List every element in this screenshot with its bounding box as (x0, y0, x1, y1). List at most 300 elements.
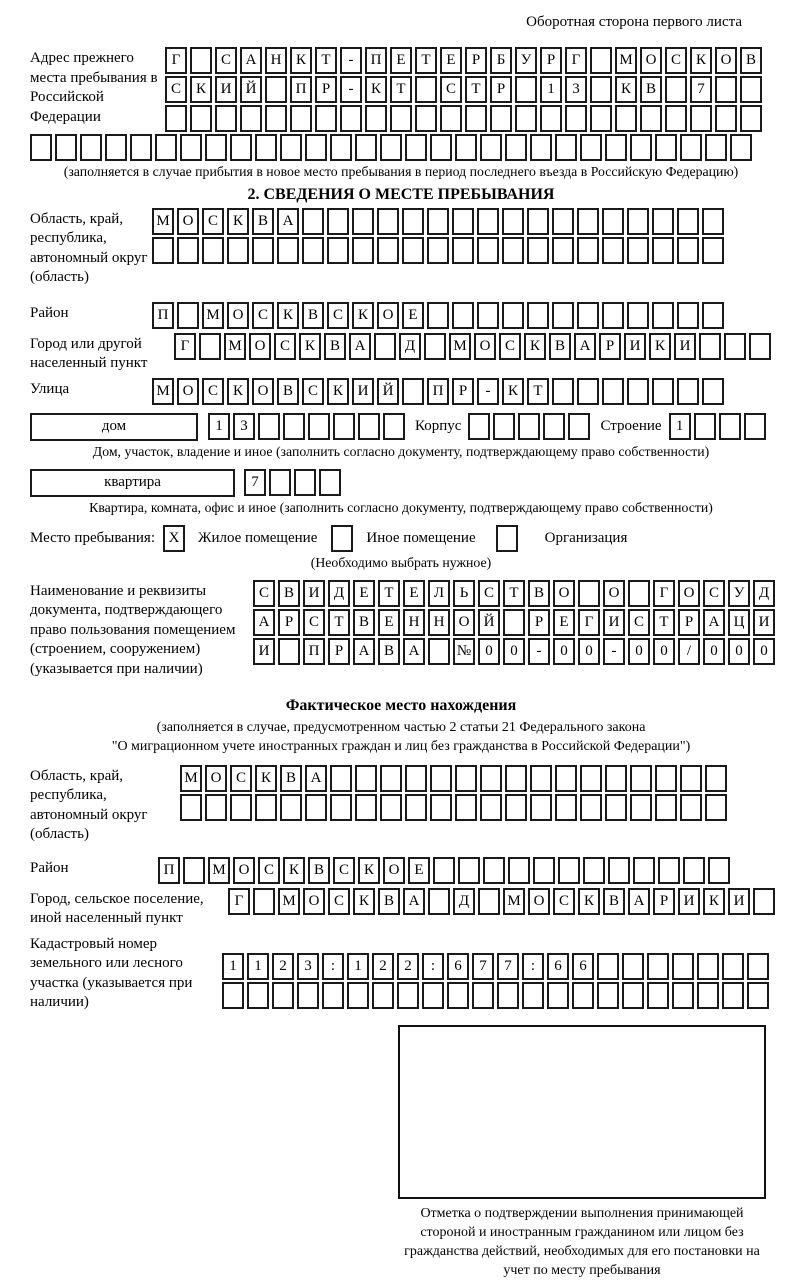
char-cell[interactable] (340, 105, 362, 132)
char-cell[interactable]: Д (453, 888, 475, 915)
char-cell[interactable]: Д (399, 333, 421, 360)
char-cell[interactable]: Т (465, 76, 487, 103)
char-cell[interactable]: О (252, 378, 274, 405)
char-cell[interactable] (515, 105, 537, 132)
char-cell[interactable] (255, 134, 277, 161)
char-cell[interactable] (365, 105, 387, 132)
char-cell[interactable] (502, 237, 524, 264)
char-cell[interactable]: С (333, 857, 355, 884)
char-cell[interactable]: 3 (565, 76, 587, 103)
char-cell[interactable] (652, 237, 674, 264)
char-cell[interactable] (627, 378, 649, 405)
char-cell[interactable]: П (158, 857, 180, 884)
char-cell[interactable] (558, 857, 580, 884)
char-cell[interactable]: М (202, 302, 224, 329)
char-cell[interactable]: 0 (653, 638, 675, 665)
char-cell[interactable]: П (303, 638, 325, 665)
char-cell[interactable]: И (303, 580, 325, 607)
char-cell[interactable] (724, 333, 746, 360)
char-cell[interactable] (315, 105, 337, 132)
char-cell[interactable] (647, 953, 669, 980)
char-cell[interactable] (180, 134, 202, 161)
char-cell[interactable] (322, 982, 344, 1009)
char-cell[interactable]: - (340, 47, 362, 74)
char-cell[interactable]: М (224, 333, 246, 360)
char-cell[interactable] (543, 413, 565, 440)
char-cell[interactable] (199, 333, 221, 360)
char-cell[interactable] (205, 794, 227, 821)
char-cell[interactable] (372, 982, 394, 1009)
char-cell[interactable] (352, 237, 374, 264)
char-cell[interactable] (652, 302, 674, 329)
char-cell[interactable]: К (358, 857, 380, 884)
char-cell[interactable] (427, 237, 449, 264)
char-cell[interactable] (527, 302, 549, 329)
char-cell[interactable] (480, 134, 502, 161)
char-cell[interactable] (455, 765, 477, 792)
char-cell[interactable] (55, 134, 77, 161)
char-cell[interactable] (440, 105, 462, 132)
char-cell[interactable]: О (474, 333, 496, 360)
char-cell[interactable]: О (453, 609, 475, 636)
char-cell[interactable] (330, 765, 352, 792)
char-cell[interactable] (415, 105, 437, 132)
char-cell[interactable] (278, 638, 300, 665)
char-cell[interactable]: М (180, 765, 202, 792)
char-cell[interactable]: Е (390, 47, 412, 74)
char-cell[interactable] (705, 134, 727, 161)
char-cell[interactable]: С (202, 378, 224, 405)
char-cell[interactable] (708, 857, 730, 884)
char-cell[interactable] (452, 208, 474, 235)
char-cell[interactable]: О (227, 302, 249, 329)
char-cell[interactable]: О (528, 888, 550, 915)
char-cell[interactable] (327, 208, 349, 235)
char-cell[interactable] (503, 609, 525, 636)
char-cell[interactable]: 2 (397, 953, 419, 980)
char-cell[interactable]: В (278, 580, 300, 607)
char-cell[interactable] (602, 208, 624, 235)
char-cell[interactable] (630, 134, 652, 161)
char-cell[interactable]: И (624, 333, 646, 360)
char-cell[interactable] (640, 105, 662, 132)
char-cell[interactable]: О (177, 208, 199, 235)
char-cell[interactable]: : (422, 953, 444, 980)
char-cell[interactable] (330, 134, 352, 161)
char-cell[interactable] (455, 134, 477, 161)
char-cell[interactable] (522, 982, 544, 1009)
char-cell[interactable]: В (640, 76, 662, 103)
char-cell[interactable] (427, 208, 449, 235)
char-cell[interactable]: Ц (728, 609, 750, 636)
char-cell[interactable]: Г (228, 888, 250, 915)
char-cell[interactable]: И (352, 378, 374, 405)
char-cell[interactable] (428, 638, 450, 665)
char-cell[interactable] (655, 794, 677, 821)
char-cell[interactable] (722, 982, 744, 1009)
char-cell[interactable]: О (233, 857, 255, 884)
char-cell[interactable] (405, 134, 427, 161)
char-cell[interactable]: О (553, 580, 575, 607)
char-cell[interactable] (415, 76, 437, 103)
char-cell[interactable] (705, 765, 727, 792)
char-cell[interactable] (333, 413, 355, 440)
char-cell[interactable] (677, 237, 699, 264)
char-cell[interactable]: К (690, 47, 712, 74)
char-cell[interactable] (377, 208, 399, 235)
char-cell[interactable] (680, 765, 702, 792)
char-cell[interactable]: В (740, 47, 762, 74)
char-cell[interactable] (565, 105, 587, 132)
char-cell[interactable] (427, 302, 449, 329)
char-cell[interactable]: 6 (447, 953, 469, 980)
char-cell[interactable] (502, 208, 524, 235)
char-cell[interactable]: К (327, 378, 349, 405)
char-cell[interactable] (665, 76, 687, 103)
char-cell[interactable] (497, 982, 519, 1009)
char-cell[interactable] (730, 134, 752, 161)
char-cell[interactable] (294, 469, 316, 496)
char-cell[interactable]: 0 (478, 638, 500, 665)
char-cell[interactable]: А (277, 208, 299, 235)
char-cell[interactable] (272, 982, 294, 1009)
char-cell[interactable]: - (603, 638, 625, 665)
char-cell[interactable]: 7 (472, 953, 494, 980)
char-cell[interactable] (355, 765, 377, 792)
char-cell[interactable]: М (449, 333, 471, 360)
char-cell[interactable] (702, 208, 724, 235)
char-cell[interactable] (530, 134, 552, 161)
char-cell[interactable] (702, 302, 724, 329)
char-cell[interactable]: Р (540, 47, 562, 74)
char-cell[interactable] (397, 982, 419, 1009)
char-cell[interactable] (305, 134, 327, 161)
char-cell[interactable] (205, 134, 227, 161)
char-cell[interactable]: 0 (553, 638, 575, 665)
char-cell[interactable] (694, 413, 716, 440)
char-cell[interactable]: А (703, 609, 725, 636)
char-cell[interactable] (590, 76, 612, 103)
char-cell[interactable] (602, 378, 624, 405)
char-cell[interactable]: О (603, 580, 625, 607)
char-cell[interactable] (577, 378, 599, 405)
char-cell[interactable] (515, 76, 537, 103)
char-cell[interactable] (583, 857, 605, 884)
char-cell[interactable]: О (640, 47, 662, 74)
char-cell[interactable] (152, 237, 174, 264)
char-cell[interactable]: Р (278, 609, 300, 636)
char-cell[interactable] (605, 134, 627, 161)
char-cell[interactable] (377, 237, 399, 264)
house-type-box[interactable]: дом (30, 413, 198, 441)
char-cell[interactable]: Г (578, 609, 600, 636)
char-cell[interactable]: 1 (540, 76, 562, 103)
char-cell[interactable]: 0 (628, 638, 650, 665)
char-cell[interactable]: С (553, 888, 575, 915)
char-cell[interactable]: 7 (244, 469, 266, 496)
char-cell[interactable]: 0 (728, 638, 750, 665)
char-cell[interactable]: Й (377, 378, 399, 405)
char-cell[interactable]: 1 (669, 413, 691, 440)
char-cell[interactable] (555, 794, 577, 821)
char-cell[interactable]: С (253, 580, 275, 607)
char-cell[interactable]: 0 (503, 638, 525, 665)
char-cell[interactable]: 3 (297, 953, 319, 980)
char-cell[interactable]: Е (553, 609, 575, 636)
char-cell[interactable] (658, 857, 680, 884)
char-cell[interactable] (527, 208, 549, 235)
char-cell[interactable] (383, 413, 405, 440)
char-cell[interactable] (183, 857, 205, 884)
char-cell[interactable]: А (403, 888, 425, 915)
char-cell[interactable] (105, 134, 127, 161)
char-cell[interactable]: Й (240, 76, 262, 103)
char-cell[interactable] (680, 794, 702, 821)
char-cell[interactable]: С (440, 76, 462, 103)
char-cell[interactable] (374, 333, 396, 360)
char-cell[interactable]: 2 (272, 953, 294, 980)
char-cell[interactable]: К (524, 333, 546, 360)
char-cell[interactable] (380, 794, 402, 821)
char-cell[interactable] (247, 982, 269, 1009)
char-cell[interactable]: И (603, 609, 625, 636)
char-cell[interactable]: С (302, 378, 324, 405)
char-cell[interactable] (647, 982, 669, 1009)
char-cell[interactable]: К (255, 765, 277, 792)
char-cell[interactable] (452, 237, 474, 264)
char-cell[interactable]: К (227, 208, 249, 235)
char-cell[interactable] (222, 982, 244, 1009)
char-cell[interactable]: Е (378, 609, 400, 636)
char-cell[interactable]: И (253, 638, 275, 665)
char-cell[interactable]: А (353, 638, 375, 665)
char-cell[interactable]: В (378, 638, 400, 665)
char-cell[interactable] (380, 765, 402, 792)
char-cell[interactable]: М (278, 888, 300, 915)
char-cell[interactable]: В (302, 302, 324, 329)
char-cell[interactable] (283, 413, 305, 440)
char-cell[interactable] (347, 982, 369, 1009)
char-cell[interactable]: В (353, 609, 375, 636)
char-cell[interactable] (552, 302, 574, 329)
char-cell[interactable]: Д (753, 580, 775, 607)
char-cell[interactable] (580, 794, 602, 821)
char-cell[interactable] (655, 765, 677, 792)
char-cell[interactable] (552, 378, 574, 405)
char-cell[interactable]: Т (378, 580, 400, 607)
char-cell[interactable]: В (308, 857, 330, 884)
char-cell[interactable]: - (528, 638, 550, 665)
char-cell[interactable]: К (227, 378, 249, 405)
char-cell[interactable] (430, 794, 452, 821)
char-cell[interactable] (702, 237, 724, 264)
char-cell[interactable]: Т (653, 609, 675, 636)
apartment-type-box[interactable]: квартира (30, 469, 235, 497)
char-cell[interactable] (608, 857, 630, 884)
char-cell[interactable] (477, 237, 499, 264)
char-cell[interactable]: Ь (453, 580, 475, 607)
char-cell[interactable] (352, 208, 374, 235)
char-cell[interactable] (265, 105, 287, 132)
char-cell[interactable]: М (503, 888, 525, 915)
char-cell[interactable]: С (499, 333, 521, 360)
char-cell[interactable] (305, 794, 327, 821)
char-cell[interactable]: У (515, 47, 537, 74)
char-cell[interactable]: С (478, 580, 500, 607)
char-cell[interactable]: О (303, 888, 325, 915)
checkbox-organization[interactable] (496, 525, 518, 552)
char-cell[interactable]: Г (653, 580, 675, 607)
char-cell[interactable] (483, 857, 505, 884)
char-cell[interactable] (505, 765, 527, 792)
char-cell[interactable]: 1 (222, 953, 244, 980)
char-cell[interactable]: 1 (247, 953, 269, 980)
char-cell[interactable] (577, 302, 599, 329)
char-cell[interactable]: С (703, 580, 725, 607)
char-cell[interactable]: С (274, 333, 296, 360)
char-cell[interactable] (380, 134, 402, 161)
char-cell[interactable]: Н (265, 47, 287, 74)
char-cell[interactable] (702, 378, 724, 405)
char-cell[interactable]: С (628, 609, 650, 636)
char-cell[interactable]: И (728, 888, 750, 915)
char-cell[interactable] (255, 794, 277, 821)
char-cell[interactable]: Е (408, 857, 430, 884)
char-cell[interactable]: 6 (547, 953, 569, 980)
char-cell[interactable]: К (649, 333, 671, 360)
char-cell[interactable]: К (365, 76, 387, 103)
char-cell[interactable]: С (202, 208, 224, 235)
char-cell[interactable]: Р (678, 609, 700, 636)
char-cell[interactable] (552, 208, 574, 235)
char-cell[interactable] (452, 302, 474, 329)
char-cell[interactable]: Р (328, 638, 350, 665)
char-cell[interactable]: О (377, 302, 399, 329)
char-cell[interactable] (177, 302, 199, 329)
char-cell[interactable]: Д (328, 580, 350, 607)
char-cell[interactable]: 0 (578, 638, 600, 665)
char-cell[interactable] (719, 413, 741, 440)
char-cell[interactable] (577, 208, 599, 235)
char-cell[interactable] (405, 765, 427, 792)
char-cell[interactable] (555, 765, 577, 792)
char-cell[interactable] (672, 953, 694, 980)
char-cell[interactable] (402, 237, 424, 264)
char-cell[interactable] (672, 982, 694, 1009)
char-cell[interactable] (578, 580, 600, 607)
char-cell[interactable]: О (177, 378, 199, 405)
char-cell[interactable] (655, 134, 677, 161)
char-cell[interactable]: О (715, 47, 737, 74)
char-cell[interactable]: У (728, 580, 750, 607)
char-cell[interactable]: В (549, 333, 571, 360)
char-cell[interactable]: В (252, 208, 274, 235)
char-cell[interactable] (580, 134, 602, 161)
char-cell[interactable]: В (603, 888, 625, 915)
char-cell[interactable]: О (205, 765, 227, 792)
char-cell[interactable]: Т (527, 378, 549, 405)
char-cell[interactable] (547, 982, 569, 1009)
char-cell[interactable] (605, 794, 627, 821)
char-cell[interactable] (424, 333, 446, 360)
char-cell[interactable] (740, 76, 762, 103)
char-cell[interactable] (749, 333, 771, 360)
char-cell[interactable]: С (230, 765, 252, 792)
char-cell[interactable] (633, 857, 655, 884)
char-cell[interactable]: М (208, 857, 230, 884)
char-cell[interactable]: К (703, 888, 725, 915)
char-cell[interactable] (577, 237, 599, 264)
char-cell[interactable]: П (365, 47, 387, 74)
char-cell[interactable]: Т (390, 76, 412, 103)
char-cell[interactable] (505, 794, 527, 821)
char-cell[interactable]: 7 (497, 953, 519, 980)
char-cell[interactable] (215, 105, 237, 132)
char-cell[interactable]: С (665, 47, 687, 74)
char-cell[interactable] (277, 237, 299, 264)
char-cell[interactable]: Т (328, 609, 350, 636)
char-cell[interactable]: Р (490, 76, 512, 103)
char-cell[interactable]: В (280, 765, 302, 792)
char-cell[interactable] (319, 469, 341, 496)
char-cell[interactable]: П (427, 378, 449, 405)
char-cell[interactable]: 2 (372, 953, 394, 980)
char-cell[interactable] (527, 237, 549, 264)
char-cell[interactable]: Г (565, 47, 587, 74)
char-cell[interactable] (480, 765, 502, 792)
char-cell[interactable] (302, 208, 324, 235)
char-cell[interactable] (478, 888, 500, 915)
char-cell[interactable]: Р (465, 47, 487, 74)
char-cell[interactable]: К (353, 888, 375, 915)
char-cell[interactable] (230, 134, 252, 161)
char-cell[interactable] (533, 857, 555, 884)
char-cell[interactable] (258, 413, 280, 440)
char-cell[interactable] (402, 208, 424, 235)
char-cell[interactable] (552, 237, 574, 264)
char-cell[interactable] (422, 982, 444, 1009)
char-cell[interactable] (683, 857, 705, 884)
char-cell[interactable] (555, 134, 577, 161)
char-cell[interactable] (597, 953, 619, 980)
char-cell[interactable]: А (403, 638, 425, 665)
char-cell[interactable] (302, 237, 324, 264)
char-cell[interactable] (530, 765, 552, 792)
char-cell[interactable]: Н (428, 609, 450, 636)
char-cell[interactable] (458, 857, 480, 884)
char-cell[interactable] (590, 105, 612, 132)
char-cell[interactable] (455, 794, 477, 821)
char-cell[interactable]: В (277, 378, 299, 405)
char-cell[interactable]: Г (174, 333, 196, 360)
char-cell[interactable] (744, 413, 766, 440)
char-cell[interactable]: К (290, 47, 312, 74)
char-cell[interactable] (280, 794, 302, 821)
char-cell[interactable]: С (165, 76, 187, 103)
char-cell[interactable] (490, 105, 512, 132)
char-cell[interactable] (715, 76, 737, 103)
char-cell[interactable] (30, 134, 52, 161)
char-cell[interactable]: - (477, 378, 499, 405)
char-cell[interactable] (572, 982, 594, 1009)
char-cell[interactable] (405, 794, 427, 821)
char-cell[interactable]: А (574, 333, 596, 360)
char-cell[interactable] (677, 302, 699, 329)
char-cell[interactable]: 1 (208, 413, 230, 440)
char-cell[interactable] (447, 982, 469, 1009)
char-cell[interactable]: № (453, 638, 475, 665)
char-cell[interactable]: Н (403, 609, 425, 636)
